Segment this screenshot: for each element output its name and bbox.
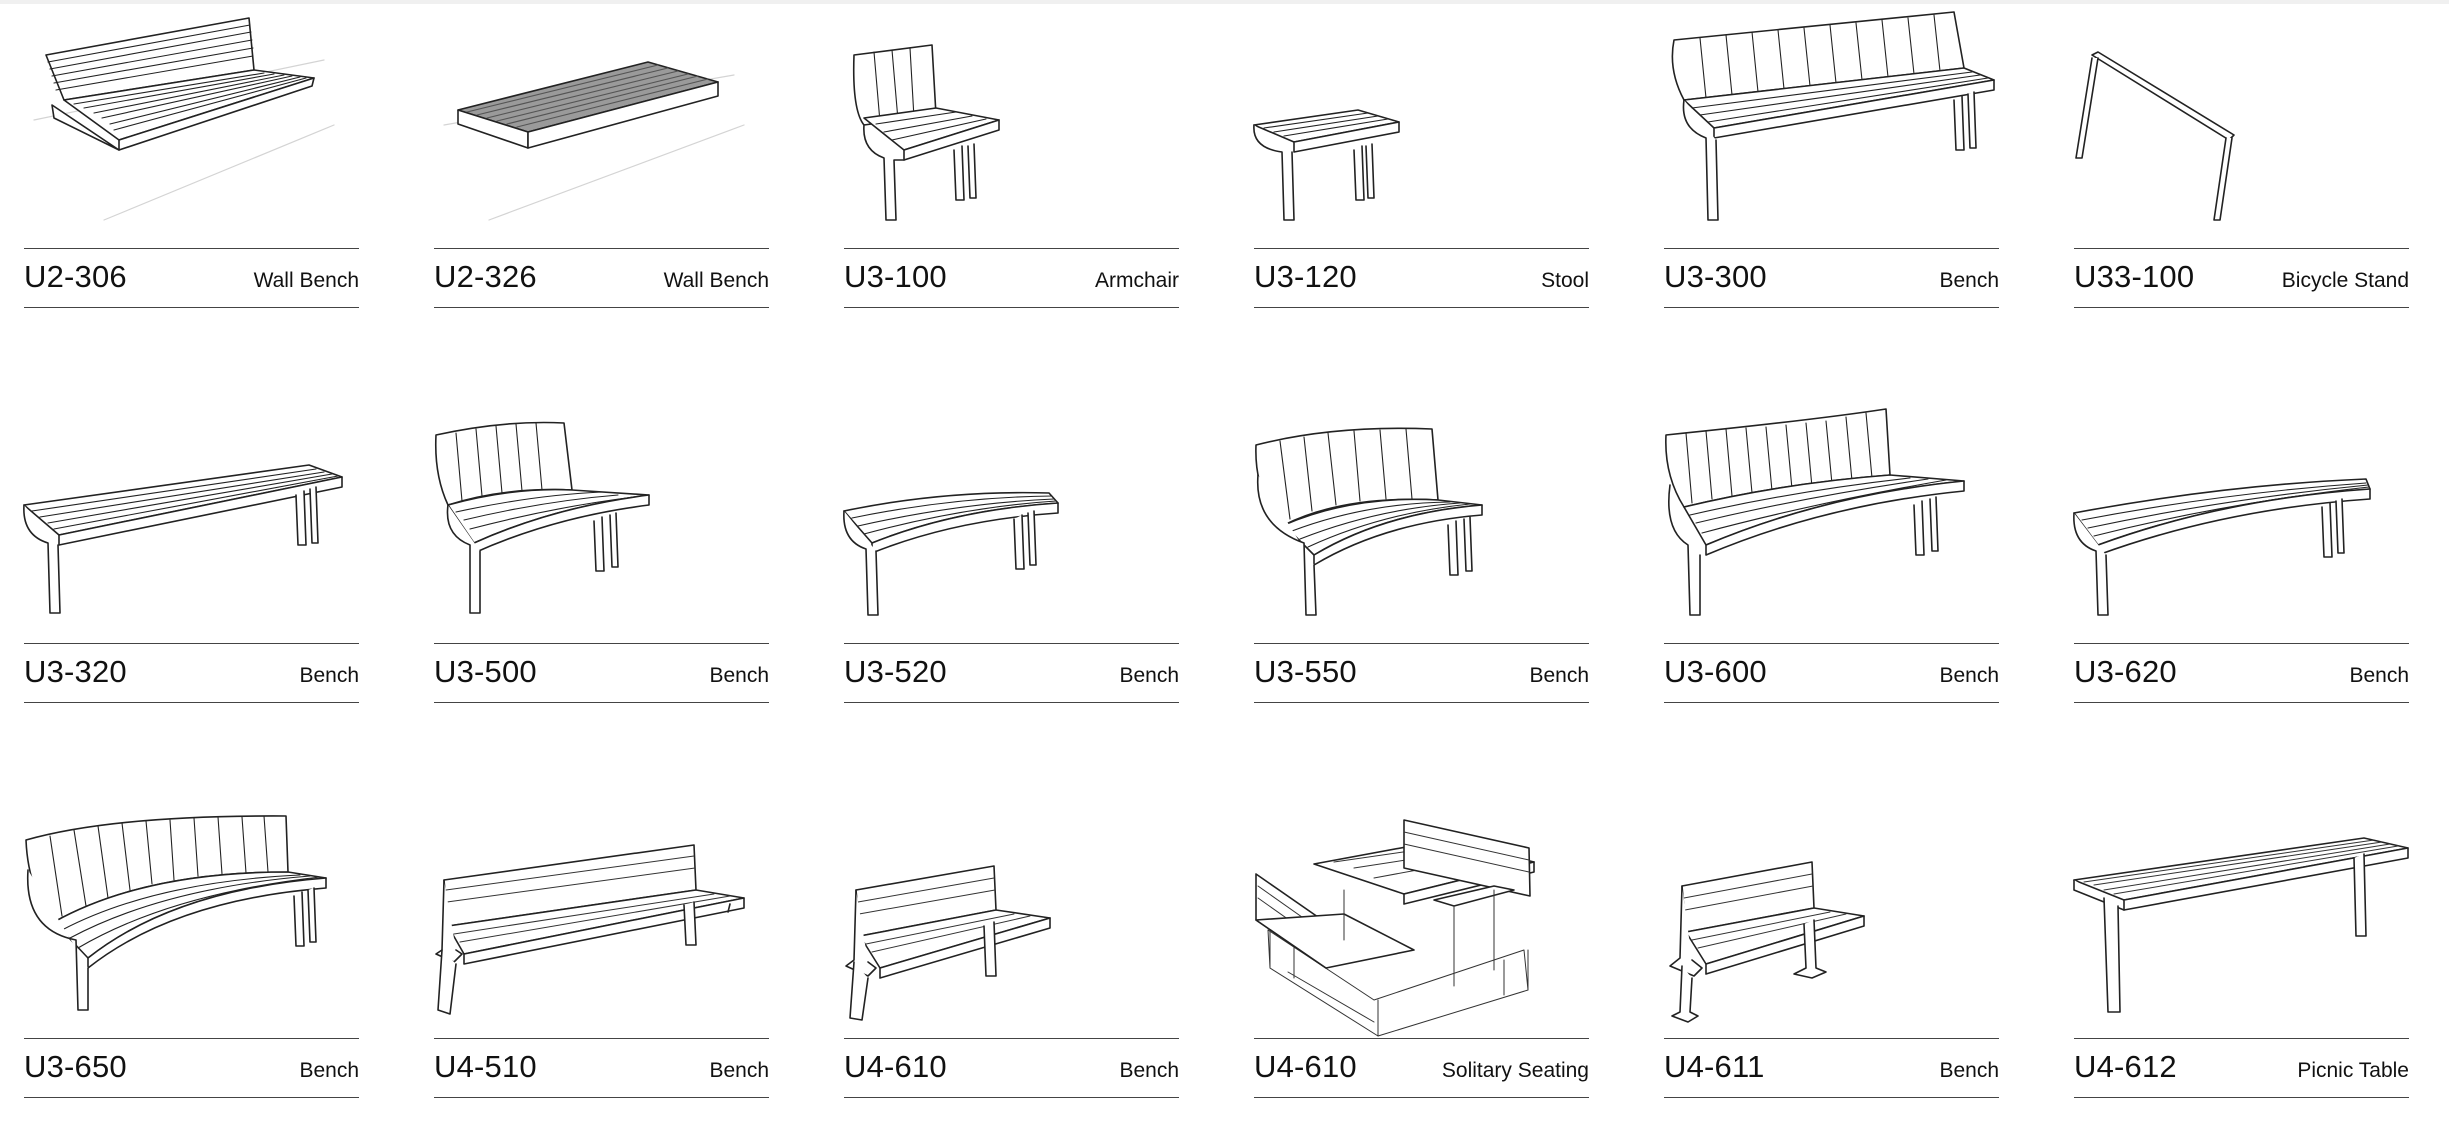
product-type: Bench <box>1939 664 1999 687</box>
product-card[interactable] <box>434 395 769 705</box>
product-label-bar <box>2074 1038 2409 1098</box>
product-label-bar <box>1254 1038 1589 1098</box>
product-card[interactable] <box>434 0 769 310</box>
product-type: Solitary Seating <box>1441 1059 1589 1082</box>
product-card[interactable] <box>844 395 1179 705</box>
product-code: U3-320 <box>24 654 127 689</box>
wall-bench-flat-drawing <box>434 0 769 245</box>
product-type: Bench <box>1119 1059 1179 1082</box>
product-type: Bench <box>299 1059 359 1082</box>
product-type: Bench <box>1939 269 1999 292</box>
curved-bench-long-drawing <box>2074 395 2409 640</box>
product-code: U3-520 <box>844 654 947 689</box>
park-bench-drawing <box>844 790 1179 1035</box>
armchair-drawing <box>844 0 1179 245</box>
product-code: U3-120 <box>1254 259 1357 294</box>
product-code: U4-510 <box>434 1049 537 1084</box>
park-bench-footplates-drawing <box>1664 790 1999 1035</box>
product-code: U3-550 <box>1254 654 1357 689</box>
curved-bench-short-drawing <box>844 395 1179 640</box>
product-type: Bench <box>299 664 359 687</box>
product-type: Bench <box>1119 664 1179 687</box>
product-card[interactable] <box>434 790 769 1100</box>
product-label-bar <box>844 1038 1179 1098</box>
product-label-bar <box>1664 248 1999 308</box>
product-code: U4-611 <box>1664 1049 1765 1084</box>
product-label-bar <box>2074 643 2409 703</box>
product-code: U3-650 <box>24 1049 127 1084</box>
product-type: Bench <box>709 1059 769 1082</box>
product-card[interactable] <box>844 0 1179 310</box>
product-type: Bench <box>1939 1059 1999 1082</box>
product-card[interactable] <box>1254 0 1589 310</box>
product-card[interactable] <box>24 395 359 705</box>
product-label-bar <box>844 248 1179 308</box>
product-card[interactable] <box>1664 0 1999 310</box>
curved-bench-arc-backrest-drawing <box>24 790 359 1035</box>
product-label-bar <box>24 1038 359 1098</box>
product-type: Picnic Table <box>2297 1059 2409 1082</box>
product-type: Wall Bench <box>253 269 359 292</box>
product-card[interactable] <box>844 790 1179 1100</box>
product-card[interactable] <box>1664 395 1999 705</box>
product-code: U33-100 <box>2074 259 2195 294</box>
product-card[interactable] <box>24 0 359 310</box>
product-code: U3-620 <box>2074 654 2177 689</box>
product-type: Armchair <box>1094 269 1179 292</box>
product-label-bar <box>1664 643 1999 703</box>
curved-bench-wrap-drawing <box>1254 395 1589 640</box>
product-card[interactable] <box>2074 790 2409 1100</box>
product-card[interactable] <box>2074 0 2409 310</box>
product-code: U3-500 <box>434 654 537 689</box>
wall-bench-backrest-drawing <box>24 0 359 245</box>
product-type: Bench <box>1529 664 1589 687</box>
product-label-bar <box>2074 248 2409 308</box>
product-label-bar <box>24 643 359 703</box>
product-card[interactable] <box>2074 395 2409 705</box>
product-label-bar <box>844 643 1179 703</box>
product-code: U2-326 <box>434 259 537 294</box>
curved-bench-backrest-drawing <box>434 395 769 640</box>
product-card[interactable] <box>1254 395 1589 705</box>
picnic-table-drawing <box>2074 790 2409 1035</box>
product-type: Bicycle Stand <box>2281 269 2409 292</box>
product-type: Bench <box>709 664 769 687</box>
bench-straight-drawing <box>24 395 359 640</box>
product-code: U2-306 <box>24 259 127 294</box>
product-card[interactable] <box>1254 790 1589 1100</box>
park-bench-long-drawing <box>434 790 769 1035</box>
product-code: U4-610 <box>844 1049 947 1084</box>
product-label-bar <box>434 1038 769 1098</box>
stool-drawing <box>1254 0 1589 245</box>
product-code: U4-610 <box>1254 1049 1357 1084</box>
product-card[interactable] <box>1664 790 1999 1100</box>
product-code: U4-612 <box>2074 1049 2177 1084</box>
product-code: U3-600 <box>1664 654 1767 689</box>
product-type: Bench <box>2349 664 2409 687</box>
curved-bench-long-backrest-drawing <box>1664 395 1999 640</box>
product-code: U3-300 <box>1664 259 1767 294</box>
product-code: U3-100 <box>844 259 947 294</box>
product-card[interactable] <box>24 790 359 1100</box>
bicycle-stand-drawing <box>2074 0 2409 245</box>
product-label-bar <box>1664 1038 1999 1098</box>
product-label-bar <box>434 643 769 703</box>
product-label-bar <box>434 248 769 308</box>
product-label-bar <box>1254 643 1589 703</box>
bench-backrest-drawing <box>1664 0 1999 245</box>
product-type: Wall Bench <box>663 269 769 292</box>
product-type: Stool <box>1541 269 1589 292</box>
solitary-seating-drawing <box>1254 790 1589 1035</box>
product-label-bar <box>1254 248 1589 308</box>
product-label-bar <box>24 248 359 308</box>
